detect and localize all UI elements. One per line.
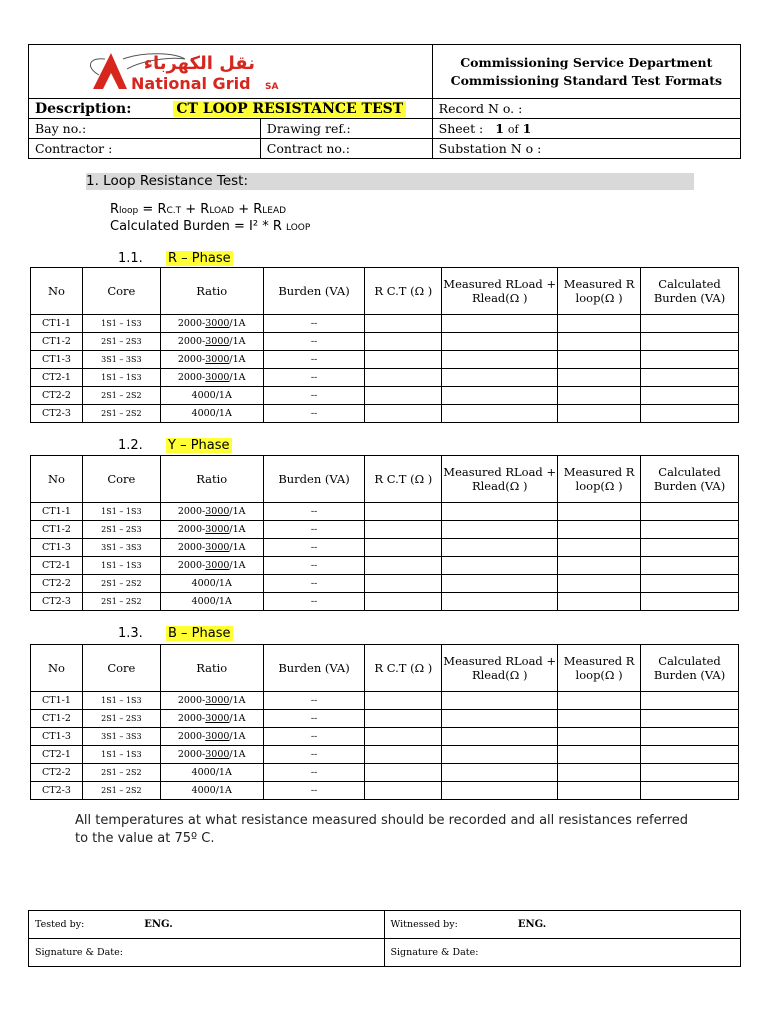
ratio: 2000-3000/1A bbox=[160, 333, 263, 351]
rloop-input[interactable] bbox=[558, 593, 641, 611]
column-header: Ratio bbox=[160, 456, 263, 503]
sheet-label: Sheet : bbox=[438, 121, 484, 136]
table-row bbox=[31, 503, 739, 521]
ratio: 2000-3000/1A bbox=[160, 692, 263, 710]
rct-input[interactable] bbox=[365, 728, 442, 746]
ct-no: CT1-3 bbox=[31, 728, 83, 746]
description-cell bbox=[29, 99, 433, 119]
core: 1S1 – 1S3 bbox=[82, 503, 160, 521]
test-title: CT LOOP RESISTANCE TEST bbox=[173, 101, 406, 117]
burden: -- bbox=[263, 315, 365, 333]
ct-no: CT1-3 bbox=[31, 539, 83, 557]
calc-burden-input[interactable] bbox=[641, 539, 739, 557]
ratio: 2000-3000/1A bbox=[160, 557, 263, 575]
rloop-input[interactable] bbox=[558, 333, 641, 351]
svg-text:National Grid: National Grid bbox=[131, 74, 251, 93]
burden: -- bbox=[263, 782, 365, 800]
core: 1S1 – 1S3 bbox=[82, 315, 160, 333]
ct-no: CT2-2 bbox=[31, 387, 83, 405]
rload-rlead-input[interactable] bbox=[442, 692, 558, 710]
rct-input[interactable] bbox=[365, 575, 442, 593]
rloop-input[interactable] bbox=[558, 746, 641, 764]
ct-no: CT1-2 bbox=[31, 521, 83, 539]
table-row bbox=[31, 521, 739, 539]
rloop-input[interactable] bbox=[558, 692, 641, 710]
column-header: Measured RLoad + Rlead(Ω ) bbox=[442, 645, 558, 692]
core: 2S1 – 2S3 bbox=[82, 710, 160, 728]
burden-formula: Calculated Burden = I² * R LOOP bbox=[110, 219, 311, 234]
sheet-field bbox=[432, 119, 740, 139]
table-row bbox=[31, 387, 739, 405]
burden: -- bbox=[263, 593, 365, 611]
contract-no-field[interactable]: Contract no.: bbox=[260, 139, 432, 159]
logo-cell bbox=[29, 45, 433, 99]
burden: -- bbox=[263, 539, 365, 557]
rct-input[interactable] bbox=[365, 710, 442, 728]
burden: -- bbox=[263, 503, 365, 521]
core: 2S1 – 2S2 bbox=[82, 764, 160, 782]
calc-burden-input[interactable] bbox=[641, 710, 739, 728]
burden: -- bbox=[263, 746, 365, 764]
table-row bbox=[31, 764, 739, 782]
burden: -- bbox=[263, 692, 365, 710]
calc-burden-input[interactable] bbox=[641, 692, 739, 710]
calc-burden-input[interactable] bbox=[641, 782, 739, 800]
calc-burden-input[interactable] bbox=[641, 521, 739, 539]
witnessed-signature-field[interactable]: Signature & Date: bbox=[384, 939, 741, 967]
record-no-field[interactable]: Record N o. : bbox=[432, 99, 740, 119]
burden: -- bbox=[263, 521, 365, 539]
ct-no: CT2-3 bbox=[31, 782, 83, 800]
burden: -- bbox=[263, 575, 365, 593]
bay-no-field[interactable]: Bay no.: bbox=[29, 119, 261, 139]
core: 1S1 – 1S3 bbox=[82, 692, 160, 710]
description-label: Description: bbox=[35, 100, 132, 117]
rloop-input[interactable] bbox=[558, 387, 641, 405]
table-row bbox=[31, 728, 739, 746]
calc-burden-input[interactable] bbox=[641, 315, 739, 333]
core: 1S1 – 1S3 bbox=[82, 746, 160, 764]
ratio: 2000-3000/1A bbox=[160, 369, 263, 387]
calc-burden-input[interactable] bbox=[641, 764, 739, 782]
table-row bbox=[31, 351, 739, 369]
burden: -- bbox=[263, 351, 365, 369]
column-header: Calculated Burden (VA) bbox=[641, 268, 739, 315]
burden: -- bbox=[263, 710, 365, 728]
rct-input[interactable] bbox=[365, 557, 442, 575]
ct-no: CT1-3 bbox=[31, 351, 83, 369]
calc-burden-input[interactable] bbox=[641, 369, 739, 387]
ct-no: CT2-1 bbox=[31, 746, 83, 764]
rloop-input[interactable] bbox=[558, 405, 641, 423]
ratio: 2000-3000/1A bbox=[160, 351, 263, 369]
core: 1S1 – 1S3 bbox=[82, 369, 160, 387]
calc-burden-input[interactable] bbox=[641, 387, 739, 405]
calc-burden-input[interactable] bbox=[641, 575, 739, 593]
table-row bbox=[31, 405, 739, 423]
rload-rlead-input[interactable] bbox=[442, 521, 558, 539]
ct-no: CT2-2 bbox=[31, 575, 83, 593]
table-row bbox=[31, 593, 739, 611]
core: 2S1 – 2S3 bbox=[82, 521, 160, 539]
core: 3S1 – 3S3 bbox=[82, 351, 160, 369]
rload-rlead-input[interactable] bbox=[442, 575, 558, 593]
table-row bbox=[31, 557, 739, 575]
rload-rlead-input[interactable] bbox=[442, 387, 558, 405]
ratio: 2000-3000/1A bbox=[160, 728, 263, 746]
ratio: 4000/1A bbox=[160, 593, 263, 611]
column-header: No bbox=[31, 456, 83, 503]
column-header: Core bbox=[82, 645, 160, 692]
ct-no: CT1-1 bbox=[31, 503, 83, 521]
rloop-input[interactable] bbox=[558, 782, 641, 800]
column-header: No bbox=[31, 268, 83, 315]
rloop-input[interactable] bbox=[558, 557, 641, 575]
ratio: 4000/1A bbox=[160, 782, 263, 800]
section-title: 1. Loop Resistance Test: bbox=[86, 173, 694, 190]
column-header: Ratio bbox=[160, 268, 263, 315]
phase-heading: 1.3. B – Phase bbox=[118, 626, 231, 641]
sheet-current: 1 bbox=[495, 121, 504, 136]
table-row bbox=[31, 782, 739, 800]
rct-input[interactable] bbox=[365, 369, 442, 387]
rloop-input[interactable] bbox=[558, 575, 641, 593]
ratio: 2000-3000/1A bbox=[160, 746, 263, 764]
table-row bbox=[31, 575, 739, 593]
contractor-field[interactable]: Contractor : bbox=[29, 139, 261, 159]
svg-text:SA: SA bbox=[265, 82, 279, 92]
calc-burden-input[interactable] bbox=[641, 557, 739, 575]
column-header: Ratio bbox=[160, 645, 263, 692]
rct-input[interactable] bbox=[365, 521, 442, 539]
department-title: Commissioning Service Department bbox=[460, 54, 713, 70]
column-header: Measured RLoad + Rlead(Ω ) bbox=[442, 456, 558, 503]
rloop-input[interactable] bbox=[558, 351, 641, 369]
core: 2S1 – 2S2 bbox=[82, 387, 160, 405]
rct-input[interactable] bbox=[365, 746, 442, 764]
table-row bbox=[31, 315, 739, 333]
column-header: R C.T (Ω ) bbox=[365, 645, 442, 692]
burden: -- bbox=[263, 333, 365, 351]
rload-rlead-input[interactable] bbox=[442, 369, 558, 387]
phase-table bbox=[30, 455, 739, 611]
ratio: 2000-3000/1A bbox=[160, 710, 263, 728]
rct-input[interactable] bbox=[365, 351, 442, 369]
burden: -- bbox=[263, 369, 365, 387]
tested-by-field[interactable]: Tested by: ENG. bbox=[29, 911, 385, 939]
ct-no: CT2-1 bbox=[31, 557, 83, 575]
burden: -- bbox=[263, 728, 365, 746]
table-row bbox=[31, 746, 739, 764]
rloop-input[interactable] bbox=[558, 369, 641, 387]
rload-rlead-input[interactable] bbox=[442, 333, 558, 351]
rct-input[interactable] bbox=[365, 782, 442, 800]
rload-rlead-input[interactable] bbox=[442, 746, 558, 764]
column-header: Burden (VA) bbox=[263, 645, 365, 692]
phase-table bbox=[30, 267, 739, 423]
burden: -- bbox=[263, 557, 365, 575]
rload-rlead-input[interactable] bbox=[442, 539, 558, 557]
column-header: R C.T (Ω ) bbox=[365, 268, 442, 315]
column-header: Calculated Burden (VA) bbox=[641, 645, 739, 692]
rct-input[interactable] bbox=[365, 593, 442, 611]
tested-signature-field[interactable]: Signature & Date: bbox=[29, 939, 385, 967]
rct-input[interactable] bbox=[365, 764, 442, 782]
rloop-input[interactable] bbox=[558, 764, 641, 782]
column-header: R C.T (Ω ) bbox=[365, 456, 442, 503]
witnessed-by-field[interactable]: Witnessed by: ENG. bbox=[384, 911, 741, 939]
calc-burden-input[interactable] bbox=[641, 728, 739, 746]
rct-input[interactable] bbox=[365, 503, 442, 521]
ct-no: CT2-3 bbox=[31, 593, 83, 611]
table-row bbox=[31, 539, 739, 557]
calc-burden-input[interactable] bbox=[641, 351, 739, 369]
calc-burden-input[interactable] bbox=[641, 746, 739, 764]
rloop-input[interactable] bbox=[558, 315, 641, 333]
core: 3S1 – 3S3 bbox=[82, 539, 160, 557]
core: 2S1 – 2S2 bbox=[82, 593, 160, 611]
rct-input[interactable] bbox=[365, 315, 442, 333]
rloop-input[interactable] bbox=[558, 728, 641, 746]
ratio: 2000-3000/1A bbox=[160, 503, 263, 521]
ratio: 4000/1A bbox=[160, 405, 263, 423]
column-header: Core bbox=[82, 268, 160, 315]
phase-heading: 1.1. R – Phase bbox=[118, 251, 231, 266]
ct-no: CT1-1 bbox=[31, 315, 83, 333]
burden: -- bbox=[263, 764, 365, 782]
ratio: 2000-3000/1A bbox=[160, 315, 263, 333]
ratio: 4000/1A bbox=[160, 764, 263, 782]
column-header: Measured R loop(Ω ) bbox=[558, 456, 641, 503]
rload-rlead-input[interactable] bbox=[442, 557, 558, 575]
rload-rlead-input[interactable] bbox=[442, 782, 558, 800]
ct-no: CT2-2 bbox=[31, 764, 83, 782]
rload-rlead-input[interactable] bbox=[442, 593, 558, 611]
loop-formula: Rloop = RC.T + RLOAD + RLEAD bbox=[110, 202, 287, 217]
rct-input[interactable] bbox=[365, 405, 442, 423]
calc-burden-input[interactable] bbox=[641, 333, 739, 351]
substation-no-field[interactable]: Substation N o : bbox=[432, 139, 740, 159]
core: 2S1 – 2S3 bbox=[82, 333, 160, 351]
temperature-note: All temperatures at what resistance measured should be recorded and all resistances referred to the value at 75º C. bbox=[75, 813, 689, 846]
ct-no: CT2-3 bbox=[31, 405, 83, 423]
rloop-input[interactable] bbox=[558, 503, 641, 521]
ct-no: CT1-2 bbox=[31, 710, 83, 728]
rload-rlead-input[interactable] bbox=[442, 503, 558, 521]
formats-title: Commissioning Standard Test Formats bbox=[450, 72, 723, 88]
core: 2S1 – 2S2 bbox=[82, 782, 160, 800]
core: 3S1 – 3S3 bbox=[82, 728, 160, 746]
column-header: Core bbox=[82, 456, 160, 503]
calc-burden-input[interactable] bbox=[641, 405, 739, 423]
phase-heading: 1.2. Y – Phase bbox=[118, 438, 230, 453]
table-row bbox=[31, 369, 739, 387]
rload-rlead-input[interactable] bbox=[442, 764, 558, 782]
rct-input[interactable] bbox=[365, 692, 442, 710]
rload-rlead-input[interactable] bbox=[442, 315, 558, 333]
column-header: Burden (VA) bbox=[263, 268, 365, 315]
signature-table bbox=[28, 910, 741, 967]
column-header: Measured R loop(Ω ) bbox=[558, 268, 641, 315]
ratio: 2000-3000/1A bbox=[160, 539, 263, 557]
table-row bbox=[31, 333, 739, 351]
column-header: Calculated Burden (VA) bbox=[641, 456, 739, 503]
column-header: Measured R loop(Ω ) bbox=[558, 645, 641, 692]
rload-rlead-input[interactable] bbox=[442, 351, 558, 369]
burden: -- bbox=[263, 405, 365, 423]
rloop-input[interactable] bbox=[558, 539, 641, 557]
ct-no: CT1-1 bbox=[31, 692, 83, 710]
sheet-total: 1 bbox=[522, 121, 532, 136]
phase-table bbox=[30, 644, 739, 800]
ratio: 2000-3000/1A bbox=[160, 521, 263, 539]
sheet-of: of bbox=[507, 123, 519, 136]
header-table bbox=[28, 44, 741, 159]
core: 2S1 – 2S2 bbox=[82, 575, 160, 593]
ct-no: CT1-2 bbox=[31, 333, 83, 351]
core: 1S1 – 1S3 bbox=[82, 557, 160, 575]
ratio: 4000/1A bbox=[160, 387, 263, 405]
column-header: Burden (VA) bbox=[263, 456, 365, 503]
rload-rlead-input[interactable] bbox=[442, 728, 558, 746]
calc-burden-input[interactable] bbox=[641, 503, 739, 521]
core: 2S1 – 2S2 bbox=[82, 405, 160, 423]
rload-rlead-input[interactable] bbox=[442, 405, 558, 423]
rload-rlead-input[interactable] bbox=[442, 710, 558, 728]
column-header: No bbox=[31, 645, 83, 692]
drawing-ref-field[interactable]: Drawing ref.: bbox=[260, 119, 432, 139]
table-row bbox=[31, 692, 739, 710]
burden: -- bbox=[263, 387, 365, 405]
rct-input[interactable] bbox=[365, 387, 442, 405]
svg-text:نقل الكهرباء: نقل الكهرباء bbox=[143, 53, 255, 74]
national-grid-logo bbox=[35, 45, 335, 95]
table-row bbox=[31, 710, 739, 728]
calc-burden-input[interactable] bbox=[641, 593, 739, 611]
rloop-input[interactable] bbox=[558, 521, 641, 539]
column-header: Measured RLoad + Rlead(Ω ) bbox=[442, 268, 558, 315]
ratio: 4000/1A bbox=[160, 575, 263, 593]
rct-input[interactable] bbox=[365, 333, 442, 351]
ct-no: CT2-1 bbox=[31, 369, 83, 387]
rct-input[interactable] bbox=[365, 539, 442, 557]
department-cell bbox=[432, 45, 740, 99]
rloop-input[interactable] bbox=[558, 710, 641, 728]
